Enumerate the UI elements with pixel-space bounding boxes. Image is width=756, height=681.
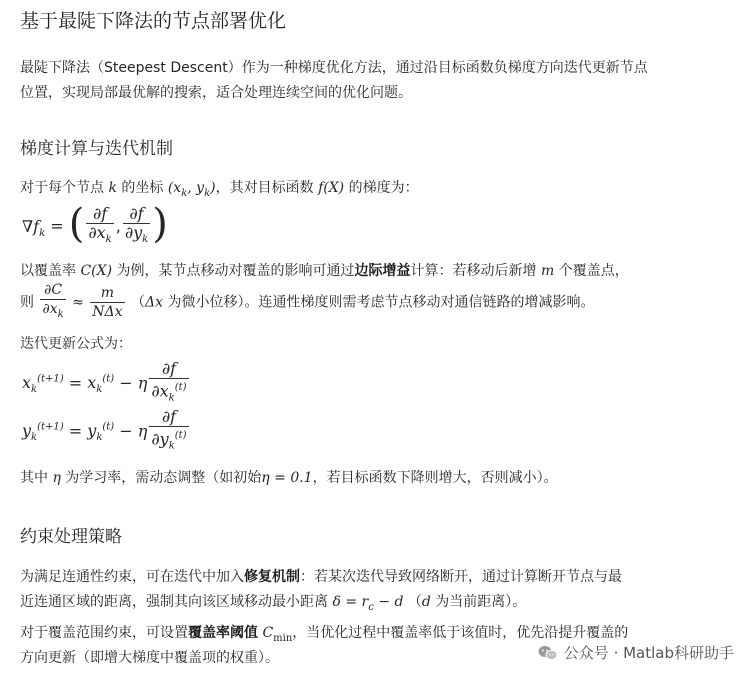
coverage-line-1: 以覆盖率 C(X) 为例，某节点移动对覆盖的影响可通过边际增益计算：若移动后新增 m 个覆盖点， (20, 263, 629, 279)
coverage-line-2: 则 $\frac{\partial C}{\partial x_k}$ ≈ $\frac{m}{\text{NΔx}}$ （Δx 为微小位移）。连通性梯度则需考虑节点移动对通信链路的增减影响。 (20, 281, 594, 324)
intro-line-1: 最陡下降法（Steepest Descent）作为一种梯度优化方法，通过沿目标函数负梯度方向迭代更新节点 (20, 60, 648, 76)
formula-m: m (540, 263, 555, 279)
watermark-text: 公众号 · Matlab科研助手 (563, 644, 734, 662)
formula-eta: η (52, 470, 61, 486)
coverage-threshold-term: 覆盖率阈值 (188, 625, 258, 641)
formula-dx: Δx (145, 294, 164, 311)
update-equation-y: $y_k^{(t+1)} = y_k^{(t)} - \eta$ $\frac{\partial f}{\partial y_k^{(t)}}$ (22, 407, 187, 452)
page-title: 基于最陡下降法的节点部署优化 (20, 10, 287, 32)
gradient-equation: $\nabla f_k$ = ( $\frac{\partial f}{\partial x_k}$ , $\frac{\partial f}{\partial y_k}$ ) (22, 201, 168, 247)
formula-fX: f(X) (318, 180, 345, 196)
formula-eta-init: η = 0.1 (261, 470, 313, 486)
section-heading-constraints: 约束处理策略 (20, 527, 122, 547)
formula-d: d (421, 594, 431, 610)
section-heading-gradient: 梯度计算与迭代机制 (20, 139, 173, 159)
intro-line-2: 位置，实现局部最优解的搜索，适合处理连续空间的优化问题。 (20, 85, 412, 101)
formula-delta: $\delta = r_c - d$ (332, 594, 404, 613)
gradient-intro: 对于每个节点 k 的坐标 ($x_k$, $y_k$)，其对目标函数 f(X) 的梯度为： (20, 180, 419, 199)
coverage-constraint-line-2: 方向更新（即增大梯度中覆盖项的权重）。 (20, 650, 279, 666)
wechat-icon (538, 645, 558, 661)
coverage-constraint-line-1: 对于覆盖范围约束，可设置覆盖率阈值 $C_{min}$，当优化过程中覆盖率低于该值时，优先沿提升覆盖的 (20, 625, 629, 644)
update-equation-x: $x_k^{(t+1)} = x_k^{(t)} - \eta$ $\frac{\partial f}{\partial x_k^{(t)}}$ (22, 359, 187, 404)
connectivity-line-1: 为满足连通性约束，可在迭代中加入修复机制：若某次迭代导致网络断开，通过计算断开节点与最 (20, 569, 622, 585)
formula-m-over-NDx: $\frac{m}{\text{NΔx}}$ (92, 284, 123, 320)
connectivity-line-2: 近连通区域的距离，强制其向该区域移动最小距离 $\delta = r_c - d$ （d 为当前距离）。 (20, 594, 527, 613)
formula-dC-dx: $\frac{\partial C}{\partial x_k}$ (42, 282, 64, 320)
watermark (538, 642, 734, 663)
marginal-gain-term: 边际增益 (354, 263, 411, 279)
formula-Cmin: $C_{min}$ (262, 625, 293, 644)
repair-mechanism-term: 修复机制 (244, 569, 300, 585)
formula-coords: ($x_k$, $y_k$) (167, 180, 216, 199)
learning-rate-line: 其中 η 为学习率，需动态调整（如初始η = 0.1，若目标函数下降则增大，否则减小）。 (20, 470, 558, 486)
formula-CX: C(X) (80, 263, 113, 279)
update-label: 迭代更新公式为： (20, 336, 132, 352)
formula-k: k (108, 180, 117, 196)
